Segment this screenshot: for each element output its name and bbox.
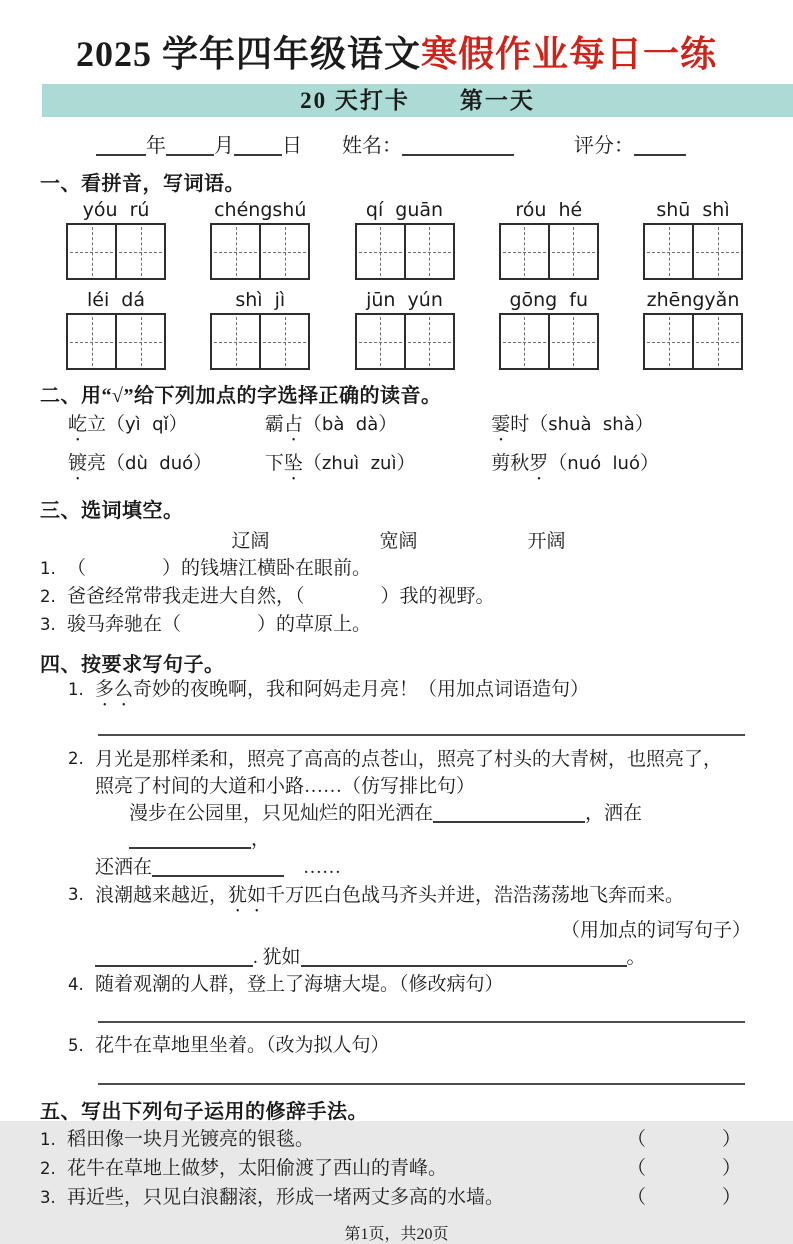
pinyin-writebox-group [355, 199, 455, 280]
text-segment: ） [639, 453, 659, 474]
text-segment: 浪潮越来越近， [95, 884, 229, 906]
item-text: 随着观潮的人群，登上了海塘大堤。（修改病句） [95, 974, 504, 996]
writing-cell [259, 315, 308, 368]
text-segment: ） [168, 414, 188, 435]
text-segment: （ [548, 453, 568, 474]
answer-line [98, 1082, 745, 1085]
item-text: 花牛在草地上做梦，太阳偷渡了西山的青峰。 [67, 1157, 448, 1179]
writing-cell [404, 315, 453, 368]
sentence-question-2 [68, 746, 757, 882]
pinyin-writebox-group [210, 289, 310, 370]
writing-cell [501, 225, 548, 278]
writing-cell [357, 225, 404, 278]
pinyin-label: yóu rú [82, 199, 150, 221]
text-segment: ） [193, 453, 213, 474]
question-line [129, 801, 757, 853]
pinyin-label: chéngshú [214, 199, 307, 221]
pinyin-writebox-group [643, 289, 743, 370]
pinyin-option: nuó luó [567, 453, 640, 474]
pinyin-writebox-group [66, 199, 166, 280]
fill-blank [129, 828, 251, 849]
answer-parens: （ ） [627, 1157, 742, 1179]
pinyin-option: dù duó [125, 453, 194, 474]
fill-word-item [40, 584, 757, 610]
item-number: 2. [40, 587, 56, 607]
pinyin-label: shū shì [656, 199, 730, 221]
sentence-question-5 [68, 1033, 757, 1059]
text-segment: 时（ [510, 414, 549, 435]
writing-cell [357, 315, 404, 368]
writing-cell [548, 315, 597, 368]
pinyin-option: bà dà [321, 414, 379, 435]
rhetoric-item [40, 1185, 757, 1211]
text-segment: 漫步在公园里，只见灿烂的阳光洒在 [129, 803, 434, 825]
text-segment: （ [302, 414, 322, 435]
item-number: 2. [40, 1158, 56, 1178]
writing-cell [645, 225, 692, 278]
answer-line [98, 733, 745, 736]
pinyin-label: jūn yún [366, 289, 443, 311]
fill-word-item [40, 556, 757, 582]
pronunciation-item [491, 451, 757, 485]
writing-cell [115, 315, 164, 368]
text-segment: 年 [146, 135, 166, 157]
pinyin-writebox-group [643, 199, 743, 280]
text-segment: ） [396, 453, 416, 474]
text-segment: 还洒在 [95, 856, 153, 878]
fill-blank [402, 134, 514, 156]
writing-cell [501, 315, 548, 368]
text-segment: 镀 [68, 453, 88, 474]
writing-cell [68, 315, 115, 368]
pinyin-writebox-group [355, 289, 455, 370]
text-segment: 。 [626, 946, 646, 968]
text-segment: 亮（ [87, 453, 126, 474]
text-segment: 屹 [68, 414, 88, 435]
question-hint: （用加点的词写句子） [560, 919, 751, 941]
text-segment: （ [302, 453, 322, 474]
word-bank-option: 辽阔 [231, 531, 270, 552]
item-number: 2. [68, 748, 84, 768]
writing-grid [499, 223, 599, 280]
pinyin-option: yì qǐ [125, 414, 169, 435]
title-red-part: 寒假作业每日一练 [421, 34, 718, 74]
word-bank [40, 526, 757, 553]
text-segment: 罗 [529, 453, 549, 474]
section2-items [68, 412, 757, 485]
text-segment: 奇妙的夜晚啊，我和阿妈走月亮！（用加点词语造句） [133, 678, 590, 700]
writing-cell [259, 225, 308, 278]
pinyin-writebox-group [210, 199, 310, 280]
sentence-question-1 [68, 677, 757, 711]
text-segment: 多么 [95, 678, 134, 700]
rhetoric-item [40, 1156, 757, 1182]
section2-heading: 二、用“√”给下列加点的字选择正确的读音。 [40, 385, 442, 407]
writing-grid [643, 313, 743, 370]
fill-blank [634, 134, 686, 156]
pronunciation-item [265, 412, 491, 446]
question-line [95, 855, 757, 881]
item-text: 稻田像一块月光镀亮的银毯。 [67, 1128, 315, 1150]
item-text: 再近些，只见白浪翻滚，形成一堵两丈多高的水墙。 [67, 1187, 505, 1209]
item-number: 5. [68, 1036, 84, 1056]
writing-cell [548, 225, 597, 278]
pinyin-writebox-group [499, 289, 599, 370]
word-bank-option: 宽阔 [379, 531, 418, 552]
section3-heading: 三、选词填空。 [40, 500, 184, 522]
text-segment: ） [634, 414, 654, 435]
item-text: （ ）的钱塘江横卧在眼前。 [67, 558, 372, 579]
text-segment: 剪秋 [491, 453, 530, 474]
text-segment: 日 [282, 135, 302, 157]
writing-grid [66, 313, 166, 370]
page-title [0, 26, 793, 77]
text-segment: 霎 [491, 414, 511, 435]
pinyin-option: shuà shà [548, 414, 635, 435]
item-number: 1. [68, 679, 84, 699]
section1-heading: 一、看拼音，写词语。 [40, 173, 245, 195]
text-segment: 千万匹白色战马齐头并进，浩浩荡荡地飞奔而来。 [266, 884, 685, 906]
pinyin-row-2 [66, 289, 743, 370]
section4-heading: 四、按要求写句子。 [40, 653, 225, 676]
item-text: 花牛在草地里坐着。（改为拟人句） [95, 1035, 390, 1057]
pronunciation-item [491, 412, 757, 446]
fill-blank [95, 946, 253, 967]
writing-cell [404, 225, 453, 278]
fill-blank [433, 802, 585, 823]
writing-cell [68, 225, 115, 278]
pinyin-option: zhuì zuì [321, 453, 397, 474]
text-segment: 犹如 [228, 884, 267, 906]
question-line [95, 883, 757, 917]
text-segment: 月 [214, 135, 234, 157]
writing-grid [643, 223, 743, 280]
day-banner [42, 84, 793, 117]
writing-cell [212, 315, 259, 368]
worksheet-content [40, 167, 757, 1211]
text-segment: ） [378, 414, 398, 435]
fill-blank [234, 134, 282, 156]
answer-line-with-word [95, 945, 757, 971]
sentence-question-3 [68, 882, 757, 972]
answer-parens: （ ） [627, 1128, 742, 1150]
pronunciation-item [68, 451, 265, 485]
item-number: 3. [40, 1188, 56, 1208]
writing-grid [210, 313, 310, 370]
item-text [95, 746, 757, 882]
sentence-question-4 [68, 972, 757, 998]
item-text: 骏马奔驰在（ ）的草原上。 [67, 614, 372, 636]
fill-blank [166, 134, 214, 156]
pinyin-writebox-group [66, 289, 166, 370]
title-black-part: 2025 学年四年级语文 [75, 34, 421, 74]
text-segment: ， [251, 829, 271, 851]
item-text: 爸爸经常带我走进大自然，（ ）我的视野。 [67, 586, 495, 608]
writing-grid [210, 223, 310, 280]
text-segment: 霸 [264, 414, 284, 435]
pinyin-row-1 [66, 199, 743, 280]
word-bank-option: 开阔 [527, 531, 566, 552]
rhetoric-item [40, 1127, 757, 1153]
fill-blank [152, 856, 284, 877]
text-segment: 立（ [87, 414, 126, 435]
item-text [95, 882, 757, 972]
writing-grid [355, 223, 455, 280]
pinyin-label: gōng fu [509, 289, 589, 311]
item-number: 3. [40, 615, 56, 635]
section5-heading: 五、写出下列句子运用的修辞手法。 [40, 1100, 368, 1123]
pinyin-label: léi dá [86, 289, 146, 311]
pinyin-label: zhēngyǎn [646, 289, 740, 311]
text-segment: 评分： [514, 135, 634, 157]
text-segment: ，洒在 [585, 803, 643, 825]
fill-blank [301, 946, 627, 967]
writing-grid [499, 313, 599, 370]
item-number: 4. [68, 975, 84, 995]
text-segment: 占 [283, 414, 303, 435]
date-name-score-line [96, 129, 793, 158]
pinyin-writebox-group [499, 199, 599, 280]
answer-parens: （ ） [627, 1187, 742, 1209]
item-number: 1. [40, 1129, 56, 1149]
writing-cell [692, 225, 741, 278]
question-line: 月光是那样柔和，照亮了高高的点苍山，照亮了村头的大青树，也照亮了， [95, 748, 723, 770]
question-line: 照亮了村间的大道和小路……（仿写排比句） [95, 775, 476, 797]
writing-grid [355, 313, 455, 370]
item-text [95, 677, 757, 711]
pinyin-label: qí guān [365, 199, 444, 221]
writing-grid [66, 223, 166, 280]
writing-cell [212, 225, 259, 278]
writing-cell [692, 315, 741, 368]
fill-word-item [40, 612, 757, 638]
pronunciation-item [265, 451, 491, 485]
item-number: 1. [40, 559, 56, 578]
pinyin-label: róu hé [515, 199, 583, 221]
fill-blank [96, 134, 146, 156]
pinyin-label: shì jì [235, 289, 286, 311]
pronunciation-item [68, 412, 265, 446]
writing-cell [645, 315, 692, 368]
writing-cell [115, 225, 164, 278]
text-segment: . 犹如 [253, 946, 301, 968]
item-number: 3. [68, 884, 84, 904]
answer-line [98, 1020, 745, 1023]
text-segment: 坠 [283, 453, 303, 474]
text-segment: 姓名： [302, 135, 402, 157]
text-segment: …… [284, 856, 342, 878]
day-banner-text: 20 天打卡 第一天 [300, 88, 535, 113]
text-segment: 下 [264, 453, 284, 474]
page-footer: 第1页，共20页 [344, 1226, 449, 1244]
